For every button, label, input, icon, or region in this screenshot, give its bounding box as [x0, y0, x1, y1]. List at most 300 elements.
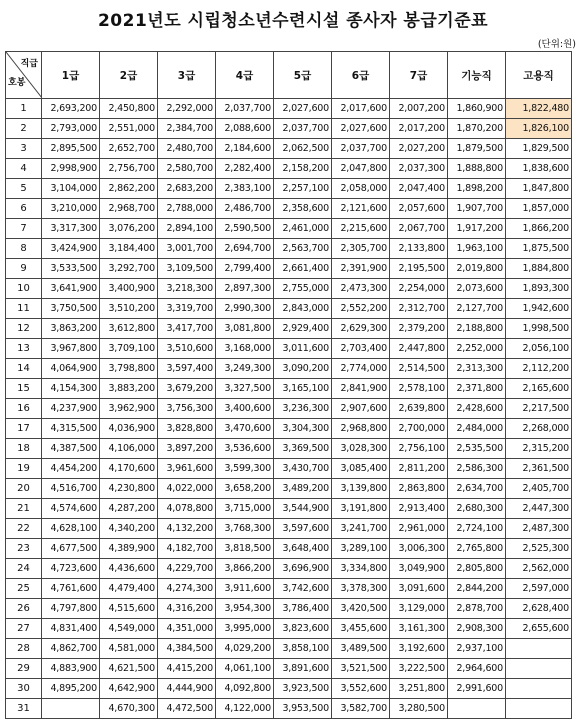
salary-cell: 3,696,900 — [274, 559, 332, 579]
salary-cell: 4,389,900 — [100, 539, 158, 559]
salary-cell: 4,182,700 — [158, 539, 216, 559]
salary-cell: 3,961,600 — [158, 459, 216, 479]
salary-cell: 1,893,300 — [506, 279, 572, 299]
salary-cell: 2,590,500 — [216, 219, 274, 239]
step-cell: 20 — [6, 479, 42, 499]
salary-cell: 3,911,600 — [216, 579, 274, 599]
salary-cell: 3,715,000 — [216, 499, 274, 519]
step-cell: 23 — [6, 539, 42, 559]
table-row — [6, 419, 572, 439]
salary-cell: 2,027,600 — [332, 119, 390, 139]
salary-cell: 2,774,000 — [332, 359, 390, 379]
salary-cell: 2,056,100 — [506, 339, 572, 359]
salary-cell: 3,319,700 — [158, 299, 216, 319]
salary-cell: 3,750,500 — [42, 299, 100, 319]
salary-cell: 3,420,500 — [332, 599, 390, 619]
salary-cell: 3,510,200 — [100, 299, 158, 319]
salary-cell: 2,058,000 — [332, 179, 390, 199]
table-row — [6, 279, 572, 299]
column-header: 고용직 — [506, 52, 572, 99]
step-cell: 24 — [6, 559, 42, 579]
step-cell: 27 — [6, 619, 42, 639]
step-cell: 11 — [6, 299, 42, 319]
salary-cell: 3,028,300 — [332, 439, 390, 459]
salary-cell: 3,489,200 — [274, 479, 332, 499]
salary-cell: 2,661,400 — [274, 259, 332, 279]
salary-cell: 3,552,600 — [332, 679, 390, 699]
salary-cell: 4,723,600 — [42, 559, 100, 579]
salary-cell: 4,515,600 — [100, 599, 158, 619]
salary-cell: 2,525,300 — [506, 539, 572, 559]
salary-cell: 2,480,700 — [158, 139, 216, 159]
table-row — [6, 299, 572, 319]
salary-cell: 2,037,700 — [332, 139, 390, 159]
table-row — [6, 639, 572, 659]
salary-cell: 2,680,300 — [448, 499, 506, 519]
salary-cell: 3,510,600 — [158, 339, 216, 359]
salary-cell: 3,648,400 — [274, 539, 332, 559]
salary-cell: 2,551,000 — [100, 119, 158, 139]
step-cell: 8 — [6, 239, 42, 259]
salary-cell: 3,679,200 — [158, 379, 216, 399]
column-header: 5급 — [274, 52, 332, 99]
salary-cell: 3,599,300 — [216, 459, 274, 479]
unit-note: (단위:원) — [537, 39, 576, 50]
salary-cell: 2,863,800 — [390, 479, 448, 499]
salary-cell: 2,088,600 — [216, 119, 274, 139]
table-row — [6, 539, 572, 559]
salary-cell: 2,358,600 — [274, 199, 332, 219]
salary-cell: 3,249,300 — [216, 359, 274, 379]
table-row — [6, 579, 572, 599]
salary-cell: 2,486,700 — [216, 199, 274, 219]
salary-cell: 1,898,200 — [448, 179, 506, 199]
table-row — [6, 379, 572, 399]
salary-cell: 3,289,100 — [332, 539, 390, 559]
salary-cell: 2,788,000 — [158, 199, 216, 219]
salary-cell: 2,450,800 — [100, 99, 158, 119]
salary-cell — [506, 699, 572, 719]
salary-cell: 4,797,800 — [42, 599, 100, 619]
salary-cell: 4,862,700 — [42, 639, 100, 659]
salary-cell: 2,292,000 — [158, 99, 216, 119]
salary-cell: 3,597,400 — [158, 359, 216, 379]
salary-cell: 2,047,800 — [332, 159, 390, 179]
salary-cell: 3,168,000 — [216, 339, 274, 359]
salary-cell: 3,533,500 — [42, 259, 100, 279]
salary-cell: 2,805,800 — [448, 559, 506, 579]
salary-cell: 4,831,400 — [42, 619, 100, 639]
salary-cell: 4,479,400 — [100, 579, 158, 599]
salary-cell: 2,405,700 — [506, 479, 572, 499]
salary-cell: 3,369,500 — [274, 439, 332, 459]
salary-cell: 2,793,000 — [42, 119, 100, 139]
table-row — [6, 99, 572, 119]
salary-cell: 1,907,700 — [448, 199, 506, 219]
salary-cell: 3,400,900 — [100, 279, 158, 299]
salary-cell: 2,447,800 — [390, 339, 448, 359]
salary-cell: 3,210,000 — [42, 199, 100, 219]
table-row — [6, 179, 572, 199]
salary-cell: 3,742,600 — [274, 579, 332, 599]
salary-cell: 2,683,200 — [158, 179, 216, 199]
salary-cell: 2,254,000 — [390, 279, 448, 299]
salary-cell — [506, 659, 572, 679]
salary-cell: 3,280,500 — [390, 699, 448, 719]
salary-cell: 1,860,900 — [448, 99, 506, 119]
table-row — [6, 259, 572, 279]
salary-cell: 4,574,600 — [42, 499, 100, 519]
corner-grade-label: 직급 — [20, 59, 38, 69]
salary-cell: 2,268,000 — [506, 419, 572, 439]
salary-cell: 2,629,300 — [332, 319, 390, 339]
salary-cell: 4,581,000 — [100, 639, 158, 659]
table-row — [6, 519, 572, 539]
salary-cell: 3,828,800 — [158, 419, 216, 439]
salary-cell: 2,073,600 — [448, 279, 506, 299]
salary-cell: 2,391,900 — [332, 259, 390, 279]
salary-cell — [506, 679, 572, 699]
salary-cell: 2,895,500 — [42, 139, 100, 159]
salary-cell: 2,112,200 — [506, 359, 572, 379]
salary-cell: 2,379,200 — [390, 319, 448, 339]
column-header: 2급 — [100, 52, 158, 99]
salary-cell — [448, 699, 506, 719]
salary-cell: 2,964,600 — [448, 659, 506, 679]
salary-cell: 2,562,000 — [506, 559, 572, 579]
salary-cell: 2,158,200 — [274, 159, 332, 179]
salary-cell: 2,811,200 — [390, 459, 448, 479]
column-header: 7급 — [390, 52, 448, 99]
salary-cell: 2,991,600 — [448, 679, 506, 699]
salary-cell: 2,027,200 — [390, 139, 448, 159]
salary-cell: 4,677,500 — [42, 539, 100, 559]
salary-cell: 3,823,600 — [274, 619, 332, 639]
salary-cell: 3,192,600 — [390, 639, 448, 659]
salary-cell: 3,923,500 — [274, 679, 332, 699]
salary-cell: 3,317,300 — [42, 219, 100, 239]
table-row — [6, 659, 572, 679]
salary-cell: 2,027,600 — [274, 99, 332, 119]
table-row — [6, 359, 572, 379]
salary-cell: 3,251,800 — [390, 679, 448, 699]
table-row — [6, 339, 572, 359]
step-cell: 18 — [6, 439, 42, 459]
table-row — [6, 319, 572, 339]
salary-cell: 3,544,900 — [274, 499, 332, 519]
salary-cell: 2,067,700 — [390, 219, 448, 239]
salary-cell: 2,908,300 — [448, 619, 506, 639]
table-body — [6, 99, 572, 719]
salary-cell: 2,693,200 — [42, 99, 100, 119]
salary-cell: 2,634,700 — [448, 479, 506, 499]
salary-cell: 1,888,800 — [448, 159, 506, 179]
salary-cell: 2,127,700 — [448, 299, 506, 319]
salary-cell: 4,621,500 — [100, 659, 158, 679]
step-cell: 4 — [6, 159, 42, 179]
salary-cell: 4,549,000 — [100, 619, 158, 639]
table-row — [6, 159, 572, 179]
salary-cell: 2,047,400 — [390, 179, 448, 199]
salary-cell: 2,313,300 — [448, 359, 506, 379]
corner-header — [6, 52, 42, 99]
salary-cell: 1,826,100 — [506, 119, 572, 139]
salary-cell: 2,894,100 — [158, 219, 216, 239]
salary-cell: 3,076,200 — [100, 219, 158, 239]
salary-cell: 2,215,600 — [332, 219, 390, 239]
table-row — [6, 399, 572, 419]
salary-cell: 2,843,000 — [274, 299, 332, 319]
salary-cell: 2,844,200 — [448, 579, 506, 599]
salary-cell: 4,642,900 — [100, 679, 158, 699]
salary-cell: 2,724,100 — [448, 519, 506, 539]
salary-cell: 4,287,200 — [100, 499, 158, 519]
salary-cell: 3,658,200 — [216, 479, 274, 499]
salary-cell: 3,006,300 — [390, 539, 448, 559]
table-row — [6, 479, 572, 499]
salary-cell: 2,700,000 — [390, 419, 448, 439]
salary-cell: 4,444,900 — [158, 679, 216, 699]
salary-cell: 2,990,300 — [216, 299, 274, 319]
salary-cell: 2,473,300 — [332, 279, 390, 299]
salary-cell: 3,798,800 — [100, 359, 158, 379]
salary-cell: 3,129,000 — [390, 599, 448, 619]
salary-cell: 3,536,600 — [216, 439, 274, 459]
salary-cell: 1,857,000 — [506, 199, 572, 219]
table-row — [6, 439, 572, 459]
column-header: 3급 — [158, 52, 216, 99]
table-row — [6, 239, 572, 259]
salary-cell: 3,897,200 — [158, 439, 216, 459]
salary-cell: 3,417,700 — [158, 319, 216, 339]
salary-cell: 4,078,800 — [158, 499, 216, 519]
salary-cell: 3,709,100 — [100, 339, 158, 359]
page-title: 2021년도 시립청소년수련시설 종사자 봉급기준표 — [97, 11, 489, 31]
table-row — [6, 139, 572, 159]
salary-cell: 1,942,600 — [506, 299, 572, 319]
salary-cell: 2,514,500 — [390, 359, 448, 379]
table-row — [6, 119, 572, 139]
step-cell: 17 — [6, 419, 42, 439]
salary-cell: 3,786,400 — [274, 599, 332, 619]
salary-cell: 3,139,800 — [332, 479, 390, 499]
step-cell: 7 — [6, 219, 42, 239]
salary-cell: 3,424,900 — [42, 239, 100, 259]
salary-cell: 2,252,000 — [448, 339, 506, 359]
salary-cell: 2,755,000 — [274, 279, 332, 299]
salary-cell: 3,521,500 — [332, 659, 390, 679]
salary-cell: 2,961,000 — [390, 519, 448, 539]
salary-cell: 2,121,600 — [332, 199, 390, 219]
salary-cell: 2,655,600 — [506, 619, 572, 639]
salary-cell: 2,037,700 — [274, 119, 332, 139]
salary-cell: 2,929,400 — [274, 319, 332, 339]
salary-cell: 4,415,200 — [158, 659, 216, 679]
salary-cell: 1,884,800 — [506, 259, 572, 279]
salary-cell: 3,378,300 — [332, 579, 390, 599]
salary-cell: 4,670,300 — [100, 699, 158, 719]
salary-cell: 2,998,900 — [42, 159, 100, 179]
salary-cell: 2,017,600 — [332, 99, 390, 119]
table-row — [6, 599, 572, 619]
salary-cell: 2,428,600 — [448, 399, 506, 419]
salary-cell: 2,578,100 — [390, 379, 448, 399]
salary-cell: 3,218,300 — [158, 279, 216, 299]
step-cell: 26 — [6, 599, 42, 619]
salary-cell: 3,400,600 — [216, 399, 274, 419]
salary-cell: 3,953,500 — [274, 699, 332, 719]
salary-cell: 1,917,200 — [448, 219, 506, 239]
salary-cell: 2,361,500 — [506, 459, 572, 479]
salary-cell: 3,818,500 — [216, 539, 274, 559]
salary-cell: 4,122,000 — [216, 699, 274, 719]
salary-cell: 2,862,200 — [100, 179, 158, 199]
salary-cell: 2,563,700 — [274, 239, 332, 259]
salary-cell: 2,312,700 — [390, 299, 448, 319]
salary-cell: 4,351,000 — [158, 619, 216, 639]
step-cell: 2 — [6, 119, 42, 139]
column-header: 기능직 — [448, 52, 506, 99]
salary-cell: 4,384,500 — [158, 639, 216, 659]
table-row — [6, 199, 572, 219]
salary-cell: 3,081,800 — [216, 319, 274, 339]
salary-cell: 1,829,500 — [506, 139, 572, 159]
salary-cell: 3,165,100 — [274, 379, 332, 399]
salary-cell: 2,165,600 — [506, 379, 572, 399]
salary-cell: 2,841,900 — [332, 379, 390, 399]
salary-cell: 3,161,300 — [390, 619, 448, 639]
salary-cell — [42, 699, 100, 719]
salary-cell: 2,062,500 — [274, 139, 332, 159]
step-cell: 6 — [6, 199, 42, 219]
step-cell: 25 — [6, 579, 42, 599]
table-row — [6, 679, 572, 699]
salary-cell — [506, 639, 572, 659]
salary-cell: 4,036,900 — [100, 419, 158, 439]
salary-cell: 3,334,800 — [332, 559, 390, 579]
table-row — [6, 699, 572, 719]
salary-cell: 1,875,500 — [506, 239, 572, 259]
salary-cell: 2,315,200 — [506, 439, 572, 459]
salary-cell: 3,091,600 — [390, 579, 448, 599]
salary-cell: 4,895,200 — [42, 679, 100, 699]
salary-cell: 2,383,100 — [216, 179, 274, 199]
salary-cell: 3,430,700 — [274, 459, 332, 479]
salary-cell: 2,007,200 — [390, 99, 448, 119]
step-cell: 16 — [6, 399, 42, 419]
corner-step-label: 호봉 — [8, 78, 26, 88]
salary-table — [5, 51, 572, 719]
salary-cell: 3,011,600 — [274, 339, 332, 359]
salary-cell: 2,652,700 — [100, 139, 158, 159]
salary-cell: 2,756,100 — [390, 439, 448, 459]
salary-cell: 4,472,500 — [158, 699, 216, 719]
salary-cell: 3,236,300 — [274, 399, 332, 419]
salary-cell: 4,154,300 — [42, 379, 100, 399]
salary-cell: 2,586,300 — [448, 459, 506, 479]
salary-cell: 2,913,400 — [390, 499, 448, 519]
salary-cell: 4,274,300 — [158, 579, 216, 599]
salary-cell: 2,217,500 — [506, 399, 572, 419]
salary-cell: 4,092,800 — [216, 679, 274, 699]
salary-cell: 4,628,100 — [42, 519, 100, 539]
step-cell: 21 — [6, 499, 42, 519]
salary-cell: 2,487,300 — [506, 519, 572, 539]
step-cell: 28 — [6, 639, 42, 659]
step-cell: 12 — [6, 319, 42, 339]
salary-cell: 3,858,100 — [274, 639, 332, 659]
salary-cell: 4,315,500 — [42, 419, 100, 439]
salary-cell: 3,962,900 — [100, 399, 158, 419]
salary-cell: 3,222,500 — [390, 659, 448, 679]
salary-cell: 3,241,700 — [332, 519, 390, 539]
salary-cell: 3,470,600 — [216, 419, 274, 439]
salary-cell: 1,963,100 — [448, 239, 506, 259]
header-row — [6, 52, 572, 99]
salary-cell: 2,878,700 — [448, 599, 506, 619]
salary-cell: 1,866,200 — [506, 219, 572, 239]
salary-cell: 2,799,400 — [216, 259, 274, 279]
salary-cell: 4,064,900 — [42, 359, 100, 379]
column-header: 6급 — [332, 52, 390, 99]
salary-cell: 3,191,800 — [332, 499, 390, 519]
salary-cell: 3,085,400 — [332, 459, 390, 479]
table-row — [6, 219, 572, 239]
column-header: 1급 — [42, 52, 100, 99]
step-cell: 13 — [6, 339, 42, 359]
salary-cell: 2,703,400 — [332, 339, 390, 359]
salary-cell: 1,838,600 — [506, 159, 572, 179]
salary-cell: 2,535,500 — [448, 439, 506, 459]
salary-cell: 2,968,700 — [100, 199, 158, 219]
salary-cell: 2,907,600 — [332, 399, 390, 419]
salary-cell: 2,639,800 — [390, 399, 448, 419]
salary-cell: 3,304,300 — [274, 419, 332, 439]
salary-cell: 2,484,000 — [448, 419, 506, 439]
table-row — [6, 559, 572, 579]
salary-cell: 4,230,800 — [100, 479, 158, 499]
step-cell: 22 — [6, 519, 42, 539]
salary-cell: 4,022,000 — [158, 479, 216, 499]
step-cell: 30 — [6, 679, 42, 699]
salary-cell: 3,866,200 — [216, 559, 274, 579]
salary-cell: 2,371,800 — [448, 379, 506, 399]
salary-cell: 3,967,800 — [42, 339, 100, 359]
step-cell: 10 — [6, 279, 42, 299]
salary-cell: 4,061,100 — [216, 659, 274, 679]
salary-cell: 4,170,600 — [100, 459, 158, 479]
step-cell: 9 — [6, 259, 42, 279]
salary-cell: 2,580,700 — [158, 159, 216, 179]
salary-cell: 4,454,200 — [42, 459, 100, 479]
salary-cell: 3,489,500 — [332, 639, 390, 659]
salary-cell: 3,863,200 — [42, 319, 100, 339]
column-header: 4급 — [216, 52, 274, 99]
salary-cell: 2,597,000 — [506, 579, 572, 599]
salary-cell: 2,937,100 — [448, 639, 506, 659]
salary-cell: 2,694,700 — [216, 239, 274, 259]
salary-cell: 3,090,200 — [274, 359, 332, 379]
salary-cell: 4,883,900 — [42, 659, 100, 679]
salary-cell: 2,019,800 — [448, 259, 506, 279]
salary-cell: 4,516,700 — [42, 479, 100, 499]
salary-cell: 4,106,000 — [100, 439, 158, 459]
salary-cell: 3,104,000 — [42, 179, 100, 199]
salary-cell: 2,461,000 — [274, 219, 332, 239]
salary-cell: 4,132,200 — [158, 519, 216, 539]
salary-cell: 3,612,800 — [100, 319, 158, 339]
salary-cell: 2,447,300 — [506, 499, 572, 519]
